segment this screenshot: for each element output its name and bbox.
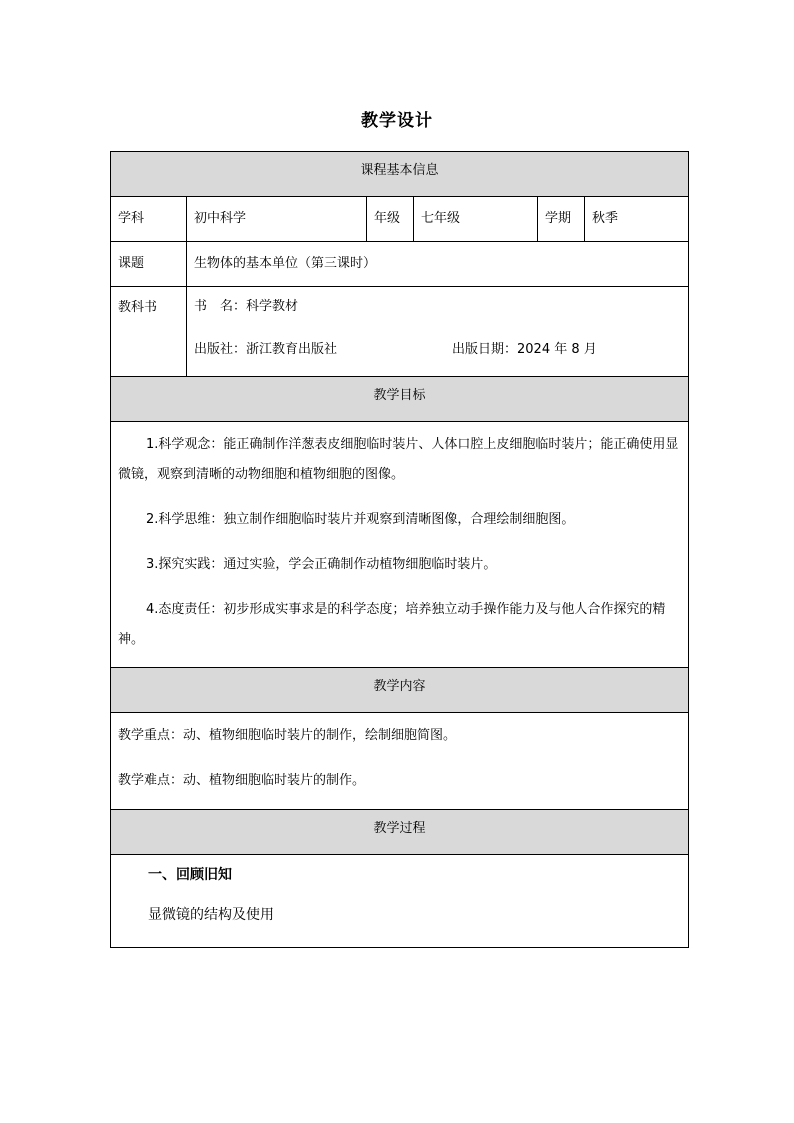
textbook-info [187,287,689,377]
process-header-row [111,810,689,855]
objectives-row [111,422,689,668]
process-row [111,855,689,948]
objectives-header-row [111,377,689,422]
content-body [111,713,689,810]
process-header: 教学过程 [111,810,689,855]
subject-row [111,197,689,242]
textbook-label: 教科书 [111,287,187,377]
basic-info-header-row [111,152,689,197]
grade-label: 年级 [367,197,414,242]
publish-date: 出版日期：2024 年 8 月 [452,342,597,357]
basic-info-header: 课程基本信息 [111,152,689,197]
topic-row [111,242,689,287]
process-section-heading: 一、回顾旧知 [148,867,232,883]
grade-value: 七年级 [414,197,538,242]
subject-value: 初中科学 [187,197,367,242]
objective-item: 2.科学思维：独立制作细胞临时装片并观察到清晰图像，合理绘制细胞图。 [146,512,575,527]
publish-line [194,338,688,360]
publisher: 出版社：浙江教育出版社 [194,342,338,357]
content-row [111,713,689,810]
topic-label: 课题 [111,242,187,287]
objective-item: 3.探究实践：通过实验，学会正确制作动植物细胞临时装片。 [146,557,497,572]
objective-item: 1.科学观念：能正确制作洋葱表皮细胞临时装片、人体口腔上皮细胞临时装片；能正确使用显微镜，观察到清晰的动物细胞和植物细胞的图像。 [118,437,679,482]
subject-label: 学科 [111,197,187,242]
lesson-plan-table [110,151,689,948]
objective-item: 4.态度责任：初步形成实事求是的科学态度；培养独立动手操作能力及与他人合作探究的精神。 [118,602,666,647]
key-point: 教学重点：动、植物细胞临时装片的制作，绘制细胞简图。 [118,728,457,743]
difficult-point: 教学难点：动、植物细胞临时装片的制作。 [118,773,366,788]
objectives-header: 教学目标 [111,377,689,422]
process-body [111,855,689,948]
process-section-text: 显微镜的结构及使用 [148,907,274,923]
term-label: 学期 [538,197,585,242]
document-title: 教学设计 [361,111,433,131]
term-value: 秋季 [585,197,689,242]
topic-value: 生物体的基本单位（第三课时） [187,242,689,287]
textbook-row [111,287,689,377]
content-header-row [111,668,689,713]
objectives-body [111,422,689,668]
content-header: 教学内容 [111,668,689,713]
book-name: 书 名：科学教材 [194,299,299,314]
